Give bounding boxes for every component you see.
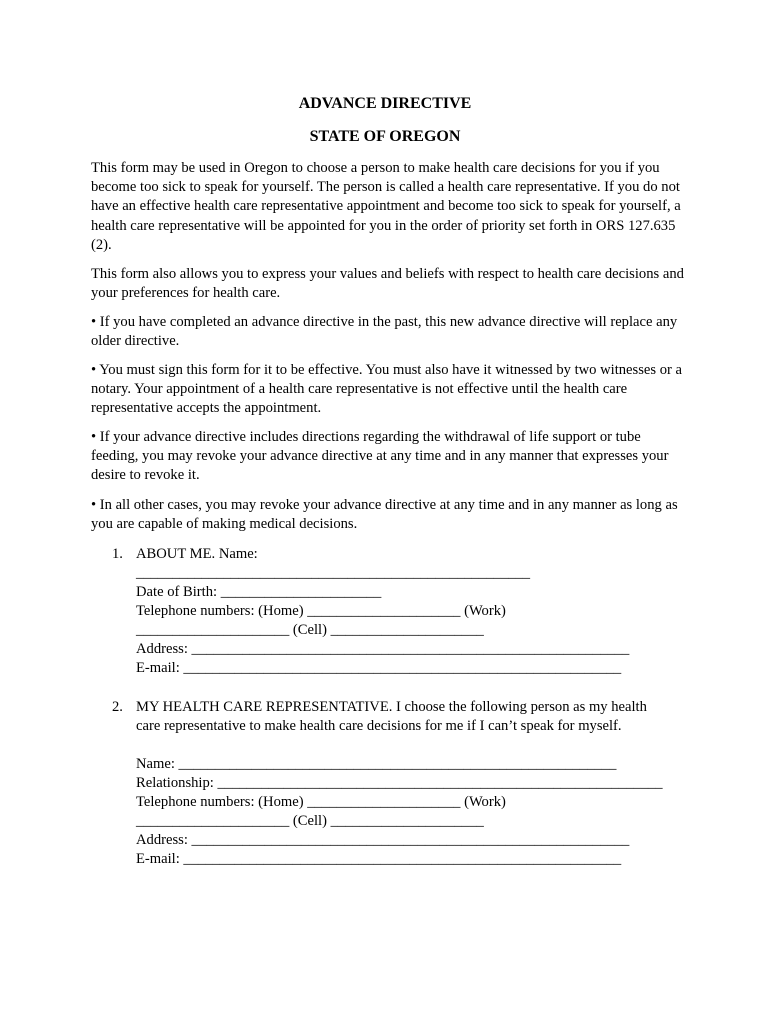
email-field[interactable]: E-mail: ____________________________________________________________ xyxy=(136,660,622,676)
list-number: 1. xyxy=(112,546,123,562)
bullet-paragraph: • If you have completed an advance directive in the past, this new advance directive will replace any older directive. xyxy=(91,314,678,350)
representative-name-field[interactable]: Name: ____________________________________________________________ xyxy=(136,756,617,772)
address-field[interactable]: Address: ____________________________________________________________ xyxy=(136,641,630,657)
telephone-home-work-field[interactable]: Telephone numbers: (Home) _____________________ (Work) xyxy=(136,603,506,619)
bullet-paragraph: • In all other cases, you may revoke your advance directive at any time and in any manner as long as you are capable of making medical decisions. xyxy=(91,497,678,533)
date-of-birth-field[interactable]: Date of Birth: ______________________ xyxy=(136,584,382,600)
bullet-paragraph: • You must sign this form for it to be effective. You must also have it witnessed by two witnesses or a notary. Your appointment of a health care representative is not effective until the health care representative accepts the appointment. xyxy=(91,362,682,417)
section-heading: MY HEALTH CARE REPRESENTATIVE. I choose the following person as my health xyxy=(136,699,647,715)
name-field[interactable]: ______________________________________________________ xyxy=(136,565,531,581)
telephone-home-work-field[interactable]: Telephone numbers: (Home) _____________________ (Work) xyxy=(136,794,506,810)
document-subtitle: STATE OF OREGON xyxy=(309,128,461,145)
email-field[interactable]: E-mail: ____________________________________________________________ xyxy=(136,851,622,867)
telephone-cell-field[interactable]: _____________________ (Cell) _____________________ xyxy=(136,622,484,638)
bullet-paragraph: • If your advance directive includes directions regarding the withdrawal of life support or tube feeding, you may revoke your advance directive at any time and in any manner that expresses your desire to revoke it. xyxy=(91,429,669,484)
document-title: ADVANCE DIRECTIVE xyxy=(298,95,472,112)
section-heading: care representative to make health care decisions for me if I can’t speak for myself. xyxy=(136,718,622,734)
telephone-cell-field[interactable]: _____________________ (Cell) _____________________ xyxy=(136,813,484,829)
section-heading: ABOUT ME. Name: xyxy=(136,546,258,562)
intro-paragraph: This form also allows you to express your values and beliefs with respect to health care decisions and your preferences for health care. xyxy=(91,266,684,302)
address-field[interactable]: Address: ____________________________________________________________ xyxy=(136,832,630,848)
relationship-field[interactable]: Relationship: _____________________________________________________________ xyxy=(136,775,663,791)
intro-paragraph: This form may be used in Oregon to choose a person to make health care decisions for you if you become too sick to speak for yourself. The person is called a health care representative. If you do not have an effective health care representative appointment and become too sick to speak for yourself, a health care representative will be appointed for you in the order of priority set forth in ORS 127.635 (2). xyxy=(91,160,681,253)
list-number: 2. xyxy=(112,699,123,715)
